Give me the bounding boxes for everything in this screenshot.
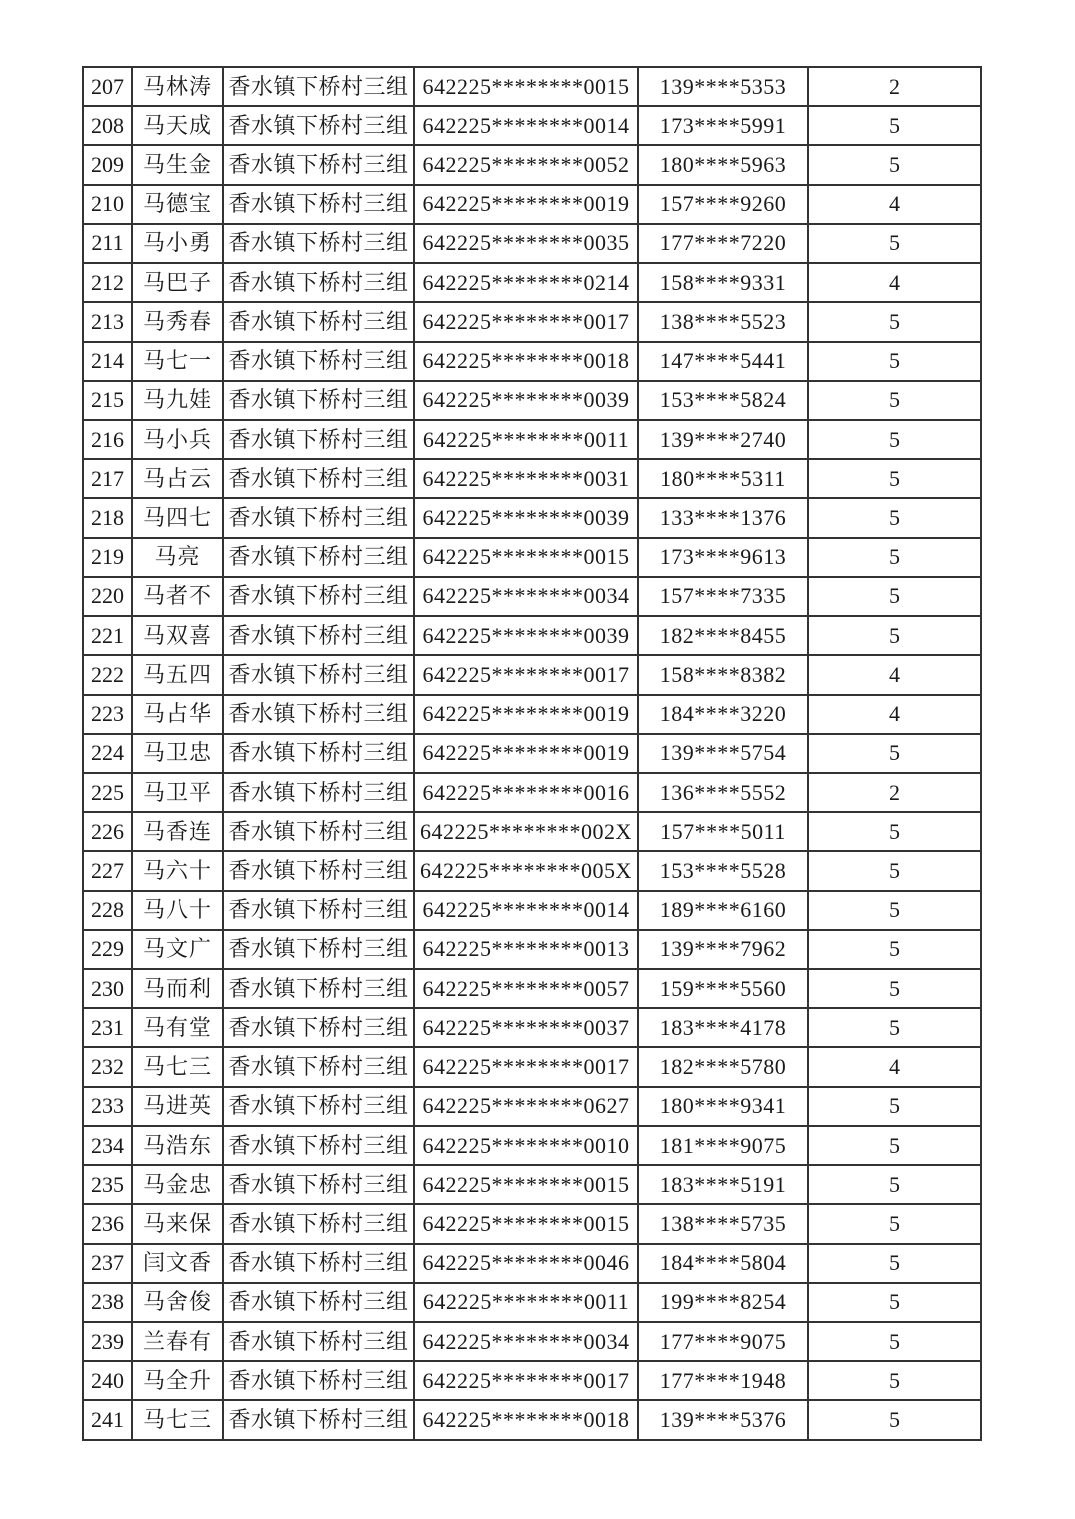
count-cell: 5 xyxy=(808,1322,981,1361)
count-cell: 5 xyxy=(808,1400,981,1440)
phone-cell: 182****5780 xyxy=(638,1047,808,1086)
row-index-cell: 226 xyxy=(83,812,132,851)
address-cell: 香水镇下桥村三组 xyxy=(223,67,414,106)
phone-cell: 158****9331 xyxy=(638,263,808,302)
address-cell: 香水镇下桥村三组 xyxy=(223,655,414,694)
phone-cell: 157****5011 xyxy=(638,812,808,851)
id-number-cell: 642225********005X xyxy=(414,851,638,890)
phone-cell: 147****5441 xyxy=(638,342,808,381)
table-row xyxy=(83,1283,981,1322)
id-number-cell: 642225********0017 xyxy=(414,302,638,341)
count-cell: 5 xyxy=(808,577,981,616)
row-index-cell: 209 xyxy=(83,145,132,184)
row-index-cell: 234 xyxy=(83,1126,132,1165)
address-cell: 香水镇下桥村三组 xyxy=(223,851,414,890)
address-cell: 香水镇下桥村三组 xyxy=(223,224,414,263)
name-cell: 马七三 xyxy=(132,1400,223,1440)
name-cell: 马六十 xyxy=(132,851,223,890)
count-cell: 5 xyxy=(808,224,981,263)
name-cell: 马五四 xyxy=(132,655,223,694)
row-index-cell: 229 xyxy=(83,930,132,969)
phone-cell: 139****2740 xyxy=(638,420,808,459)
count-cell: 5 xyxy=(808,1165,981,1204)
name-cell: 马卫平 xyxy=(132,773,223,812)
count-cell: 5 xyxy=(808,812,981,851)
row-index-cell: 224 xyxy=(83,734,132,773)
row-index-cell: 225 xyxy=(83,773,132,812)
count-cell: 5 xyxy=(808,302,981,341)
name-cell: 马文广 xyxy=(132,930,223,969)
row-index-cell: 227 xyxy=(83,851,132,890)
address-cell: 香水镇下桥村三组 xyxy=(223,891,414,930)
table-row xyxy=(83,1244,981,1283)
address-cell: 香水镇下桥村三组 xyxy=(223,1204,414,1243)
name-cell: 马占云 xyxy=(132,459,223,498)
table-row xyxy=(83,1165,981,1204)
name-cell: 马者不 xyxy=(132,577,223,616)
phone-cell: 184****3220 xyxy=(638,695,808,734)
count-cell: 5 xyxy=(808,420,981,459)
id-number-cell: 642225********0057 xyxy=(414,969,638,1008)
row-index-cell: 233 xyxy=(83,1087,132,1126)
address-cell: 香水镇下桥村三组 xyxy=(223,1126,414,1165)
row-index-cell: 235 xyxy=(83,1165,132,1204)
count-cell: 4 xyxy=(808,695,981,734)
count-cell: 5 xyxy=(808,891,981,930)
count-cell: 5 xyxy=(808,1361,981,1400)
table-row xyxy=(83,459,981,498)
name-cell: 马浩东 xyxy=(132,1126,223,1165)
phone-cell: 177****1948 xyxy=(638,1361,808,1400)
table-row xyxy=(83,67,981,106)
phone-cell: 133****1376 xyxy=(638,498,808,537)
phone-cell: 139****5376 xyxy=(638,1400,808,1440)
table-row xyxy=(83,145,981,184)
id-number-cell: 642225********0014 xyxy=(414,106,638,145)
row-index-cell: 217 xyxy=(83,459,132,498)
count-cell: 5 xyxy=(808,1204,981,1243)
count-cell: 5 xyxy=(808,616,981,655)
id-number-cell: 642225********0014 xyxy=(414,891,638,930)
id-number-cell: 642225********0011 xyxy=(414,420,638,459)
count-cell: 4 xyxy=(808,185,981,224)
id-number-cell: 642225********002X xyxy=(414,812,638,851)
id-number-cell: 642225********0013 xyxy=(414,930,638,969)
address-cell: 香水镇下桥村三组 xyxy=(223,1361,414,1400)
address-cell: 香水镇下桥村三组 xyxy=(223,1165,414,1204)
name-cell: 马来保 xyxy=(132,1204,223,1243)
row-index-cell: 215 xyxy=(83,381,132,420)
count-cell: 2 xyxy=(808,67,981,106)
id-number-cell: 642225********0039 xyxy=(414,616,638,655)
id-number-cell: 642225********0627 xyxy=(414,1087,638,1126)
table-row xyxy=(83,342,981,381)
phone-cell: 177****7220 xyxy=(638,224,808,263)
id-number-cell: 642225********0031 xyxy=(414,459,638,498)
table-row xyxy=(83,185,981,224)
phone-cell: 183****5191 xyxy=(638,1165,808,1204)
id-number-cell: 642225********0011 xyxy=(414,1283,638,1322)
table-row xyxy=(83,1126,981,1165)
id-number-cell: 642225********0019 xyxy=(414,185,638,224)
row-index-cell: 231 xyxy=(83,1008,132,1047)
id-number-cell: 642225********0017 xyxy=(414,1361,638,1400)
id-number-cell: 642225********0034 xyxy=(414,1322,638,1361)
records-table-body xyxy=(83,67,981,1440)
id-number-cell: 642225********0046 xyxy=(414,1244,638,1283)
table-row xyxy=(83,577,981,616)
table-row xyxy=(83,1204,981,1243)
phone-cell: 182****8455 xyxy=(638,616,808,655)
id-number-cell: 642225********0052 xyxy=(414,145,638,184)
name-cell: 马全升 xyxy=(132,1361,223,1400)
name-cell: 马德宝 xyxy=(132,185,223,224)
name-cell: 马八十 xyxy=(132,891,223,930)
name-cell: 闫文香 xyxy=(132,1244,223,1283)
count-cell: 5 xyxy=(808,1087,981,1126)
name-cell: 马金忠 xyxy=(132,1165,223,1204)
address-cell: 香水镇下桥村三组 xyxy=(223,538,414,577)
row-index-cell: 228 xyxy=(83,891,132,930)
address-cell: 香水镇下桥村三组 xyxy=(223,263,414,302)
phone-cell: 189****6160 xyxy=(638,891,808,930)
phone-cell: 138****5735 xyxy=(638,1204,808,1243)
row-index-cell: 207 xyxy=(83,67,132,106)
table-row xyxy=(83,812,981,851)
count-cell: 5 xyxy=(808,930,981,969)
count-cell: 4 xyxy=(808,1047,981,1086)
count-cell: 5 xyxy=(808,538,981,577)
row-index-cell: 239 xyxy=(83,1322,132,1361)
address-cell: 香水镇下桥村三组 xyxy=(223,695,414,734)
name-cell: 马四七 xyxy=(132,498,223,537)
id-number-cell: 642225********0034 xyxy=(414,577,638,616)
count-cell: 5 xyxy=(808,106,981,145)
name-cell: 马林涛 xyxy=(132,67,223,106)
table-row xyxy=(83,891,981,930)
id-number-cell: 642225********0010 xyxy=(414,1126,638,1165)
count-cell: 5 xyxy=(808,851,981,890)
address-cell: 香水镇下桥村三组 xyxy=(223,1008,414,1047)
table-row xyxy=(83,381,981,420)
phone-cell: 199****8254 xyxy=(638,1283,808,1322)
name-cell: 马七一 xyxy=(132,342,223,381)
address-cell: 香水镇下桥村三组 xyxy=(223,420,414,459)
address-cell: 香水镇下桥村三组 xyxy=(223,734,414,773)
phone-cell: 158****8382 xyxy=(638,655,808,694)
row-index-cell: 212 xyxy=(83,263,132,302)
table-row xyxy=(83,1047,981,1086)
name-cell: 兰春有 xyxy=(132,1322,223,1361)
count-cell: 5 xyxy=(808,1008,981,1047)
phone-cell: 180****9341 xyxy=(638,1087,808,1126)
name-cell: 马香连 xyxy=(132,812,223,851)
id-number-cell: 642225********0214 xyxy=(414,263,638,302)
address-cell: 香水镇下桥村三组 xyxy=(223,498,414,537)
phone-cell: 181****9075 xyxy=(638,1126,808,1165)
row-index-cell: 213 xyxy=(83,302,132,341)
count-cell: 5 xyxy=(808,734,981,773)
table-row xyxy=(83,420,981,459)
id-number-cell: 642225********0017 xyxy=(414,655,638,694)
count-cell: 5 xyxy=(808,498,981,537)
name-cell: 马小兵 xyxy=(132,420,223,459)
id-number-cell: 642225********0015 xyxy=(414,67,638,106)
address-cell: 香水镇下桥村三组 xyxy=(223,930,414,969)
count-cell: 4 xyxy=(808,263,981,302)
row-index-cell: 219 xyxy=(83,538,132,577)
row-index-cell: 208 xyxy=(83,106,132,145)
table-row xyxy=(83,930,981,969)
phone-cell: 180****5963 xyxy=(638,145,808,184)
address-cell: 香水镇下桥村三组 xyxy=(223,302,414,341)
records-table xyxy=(82,66,982,1441)
row-index-cell: 230 xyxy=(83,969,132,1008)
phone-cell: 139****7962 xyxy=(638,930,808,969)
address-cell: 香水镇下桥村三组 xyxy=(223,106,414,145)
id-number-cell: 642225********0015 xyxy=(414,1165,638,1204)
table-row xyxy=(83,1361,981,1400)
table-row xyxy=(83,1322,981,1361)
table-row xyxy=(83,498,981,537)
table-row xyxy=(83,734,981,773)
row-index-cell: 238 xyxy=(83,1283,132,1322)
name-cell: 马双喜 xyxy=(132,616,223,655)
row-index-cell: 210 xyxy=(83,185,132,224)
table-row xyxy=(83,302,981,341)
phone-cell: 184****5804 xyxy=(638,1244,808,1283)
table-row xyxy=(83,969,981,1008)
row-index-cell: 237 xyxy=(83,1244,132,1283)
id-number-cell: 642225********0037 xyxy=(414,1008,638,1047)
phone-cell: 153****5528 xyxy=(638,851,808,890)
row-index-cell: 241 xyxy=(83,1400,132,1440)
count-cell: 5 xyxy=(808,459,981,498)
address-cell: 香水镇下桥村三组 xyxy=(223,342,414,381)
count-cell: 4 xyxy=(808,655,981,694)
name-cell: 马占华 xyxy=(132,695,223,734)
phone-cell: 177****9075 xyxy=(638,1322,808,1361)
table-row xyxy=(83,1400,981,1440)
phone-cell: 180****5311 xyxy=(638,459,808,498)
phone-cell: 138****5523 xyxy=(638,302,808,341)
table-row xyxy=(83,773,981,812)
row-index-cell: 218 xyxy=(83,498,132,537)
row-index-cell: 211 xyxy=(83,224,132,263)
id-number-cell: 642225********0019 xyxy=(414,734,638,773)
name-cell: 马秀春 xyxy=(132,302,223,341)
id-number-cell: 642225********0039 xyxy=(414,498,638,537)
count-cell: 5 xyxy=(808,145,981,184)
id-number-cell: 642225********0019 xyxy=(414,695,638,734)
table-row xyxy=(83,655,981,694)
phone-cell: 153****5824 xyxy=(638,381,808,420)
address-cell: 香水镇下桥村三组 xyxy=(223,577,414,616)
address-cell: 香水镇下桥村三组 xyxy=(223,1244,414,1283)
id-number-cell: 642225********0039 xyxy=(414,381,638,420)
count-cell: 5 xyxy=(808,969,981,1008)
count-cell: 5 xyxy=(808,342,981,381)
id-number-cell: 642225********0015 xyxy=(414,538,638,577)
row-index-cell: 220 xyxy=(83,577,132,616)
name-cell: 马卫忠 xyxy=(132,734,223,773)
address-cell: 香水镇下桥村三组 xyxy=(223,145,414,184)
table-row xyxy=(83,695,981,734)
name-cell: 马九娃 xyxy=(132,381,223,420)
phone-cell: 136****5552 xyxy=(638,773,808,812)
name-cell: 马亮 xyxy=(132,538,223,577)
row-index-cell: 232 xyxy=(83,1047,132,1086)
id-number-cell: 642225********0015 xyxy=(414,1204,638,1243)
address-cell: 香水镇下桥村三组 xyxy=(223,616,414,655)
name-cell: 马生金 xyxy=(132,145,223,184)
address-cell: 香水镇下桥村三组 xyxy=(223,381,414,420)
table-row xyxy=(83,1087,981,1126)
table-row xyxy=(83,851,981,890)
row-index-cell: 216 xyxy=(83,420,132,459)
id-number-cell: 642225********0017 xyxy=(414,1047,638,1086)
row-index-cell: 240 xyxy=(83,1361,132,1400)
table-row xyxy=(83,263,981,302)
table-row xyxy=(83,616,981,655)
phone-cell: 159****5560 xyxy=(638,969,808,1008)
name-cell: 马小勇 xyxy=(132,224,223,263)
row-index-cell: 222 xyxy=(83,655,132,694)
address-cell: 香水镇下桥村三组 xyxy=(223,1087,414,1126)
address-cell: 香水镇下桥村三组 xyxy=(223,1283,414,1322)
phone-cell: 173****5991 xyxy=(638,106,808,145)
name-cell: 马有堂 xyxy=(132,1008,223,1047)
count-cell: 5 xyxy=(808,1244,981,1283)
count-cell: 5 xyxy=(808,1283,981,1322)
address-cell: 香水镇下桥村三组 xyxy=(223,969,414,1008)
address-cell: 香水镇下桥村三组 xyxy=(223,812,414,851)
table-row xyxy=(83,106,981,145)
table-row xyxy=(83,538,981,577)
name-cell: 马进英 xyxy=(132,1087,223,1126)
address-cell: 香水镇下桥村三组 xyxy=(223,459,414,498)
name-cell: 马天成 xyxy=(132,106,223,145)
name-cell: 马七三 xyxy=(132,1047,223,1086)
row-index-cell: 221 xyxy=(83,616,132,655)
name-cell: 马舍俊 xyxy=(132,1283,223,1322)
phone-cell: 139****5353 xyxy=(638,67,808,106)
count-cell: 5 xyxy=(808,1126,981,1165)
table-row xyxy=(83,1008,981,1047)
count-cell: 5 xyxy=(808,381,981,420)
address-cell: 香水镇下桥村三组 xyxy=(223,1047,414,1086)
row-index-cell: 236 xyxy=(83,1204,132,1243)
id-number-cell: 642225********0018 xyxy=(414,342,638,381)
address-cell: 香水镇下桥村三组 xyxy=(223,773,414,812)
phone-cell: 139****5754 xyxy=(638,734,808,773)
phone-cell: 157****7335 xyxy=(638,577,808,616)
id-number-cell: 642225********0035 xyxy=(414,224,638,263)
row-index-cell: 223 xyxy=(83,695,132,734)
phone-cell: 183****4178 xyxy=(638,1008,808,1047)
row-index-cell: 214 xyxy=(83,342,132,381)
phone-cell: 173****9613 xyxy=(638,538,808,577)
id-number-cell: 642225********0018 xyxy=(414,1400,638,1440)
count-cell: 2 xyxy=(808,773,981,812)
name-cell: 马巴子 xyxy=(132,263,223,302)
address-cell: 香水镇下桥村三组 xyxy=(223,1400,414,1440)
address-cell: 香水镇下桥村三组 xyxy=(223,185,414,224)
id-number-cell: 642225********0016 xyxy=(414,773,638,812)
phone-cell: 157****9260 xyxy=(638,185,808,224)
address-cell: 香水镇下桥村三组 xyxy=(223,1322,414,1361)
name-cell: 马而利 xyxy=(132,969,223,1008)
table-row xyxy=(83,224,981,263)
